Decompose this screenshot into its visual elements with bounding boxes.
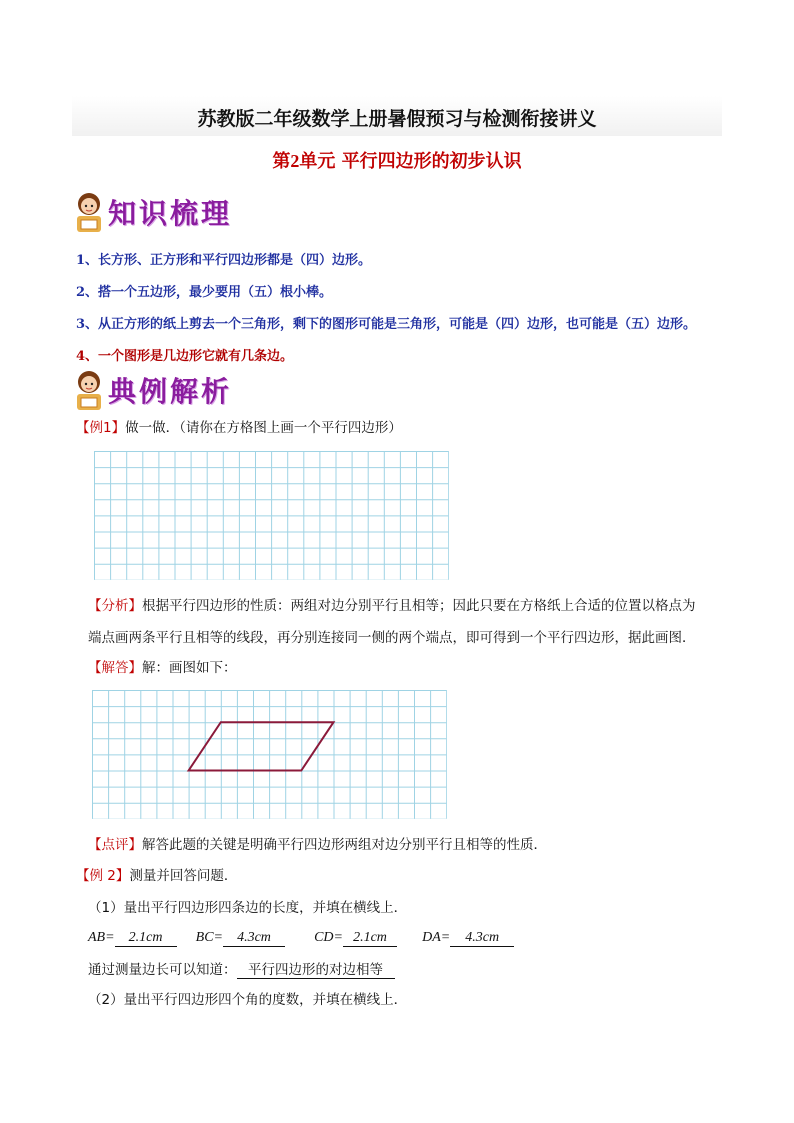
ab-value: 2.1cm: [115, 930, 177, 947]
unit-prefix: 第: [272, 151, 291, 172]
ab-label: AB=: [88, 930, 115, 945]
example-1-analysis-line-1: [88, 594, 696, 614]
conclusion-prefix: 通过测量边长可以知道：: [88, 962, 237, 978]
cd-label: CD=: [314, 930, 343, 945]
answer-tag: 【解答】: [88, 660, 142, 676]
example-1-tag: 【例1】: [76, 420, 126, 436]
example-2-tag: 【例 2】: [76, 868, 130, 884]
bc-value: 4.3cm: [223, 930, 285, 947]
example-2-question: [76, 864, 237, 884]
example-1-analysis-line-2: 端点画两条平行且相等的线段，再分别连接同一侧的两个端点，即可得到一个平行四边形，据此画图．: [88, 630, 696, 646]
example-1-question: [76, 416, 402, 436]
knowledge-heading-text: 知识梳理: [108, 197, 233, 230]
example-1-comment: [88, 833, 547, 853]
side-length-answers: [88, 926, 728, 947]
example-2-question-2: （2）量出平行四边形四个角的度数，并填在横线上．: [88, 992, 408, 1008]
analysis-text-1: 根据平行四边形的性质：两组对边分别平行且相等；因此只要在方格纸上合适的位置以格点为: [142, 598, 696, 614]
student-mascot-icon: [72, 190, 106, 234]
conclusion-line: [88, 958, 395, 979]
example-1-text: 做一做．（请你在方格图上画一个平行四边形）: [125, 420, 402, 436]
examples-heading-text: 典例解析: [108, 375, 233, 408]
bc-label: BC=: [195, 930, 223, 945]
comment-text: 解答此题的关键是明确平行四边形两组对边分别平行且相等的性质．: [142, 837, 547, 853]
knowledge-point-4: 4、一个图形是几边形它就有几条边。: [76, 349, 294, 364]
example-2-question-1: （1）量出平行四边形四条边的长度，并填在横线上．: [88, 900, 408, 916]
knowledge-point-2: 2、搭一个五边形，最少要用（五）根小棒。: [76, 285, 333, 300]
answer-grid-paper: [92, 690, 447, 819]
comment-tag: 【点评】: [88, 837, 142, 853]
unit-number: 2: [290, 151, 300, 171]
blank-grid-paper: [94, 451, 449, 580]
examples-section-heading: [72, 366, 312, 414]
example-1-answer: [88, 656, 237, 676]
cd-value: 2.1cm: [343, 930, 397, 947]
knowledge-point-1: 1、长方形、正方形和平行四边形都是（四）边形。: [76, 253, 372, 268]
knowledge-section-heading: [72, 188, 312, 236]
unit-suffix: 单元 平行四边形的初步认识: [299, 151, 522, 172]
unit-title: [0, 147, 794, 173]
analysis-tag: 【分析】: [88, 598, 142, 614]
da-value: 4.3cm: [450, 930, 514, 947]
answer-text: 解：画图如下：: [142, 660, 237, 676]
conclusion-value: 平行四边形的对边相等: [237, 958, 395, 979]
parallelogram-shape: [189, 722, 334, 770]
example-2-text: 测量并回答问题．: [129, 868, 238, 884]
document-title: 苏教版二年级数学上册暑假预习与检测衔接讲义: [197, 108, 597, 130]
da-label: DA=: [422, 930, 451, 945]
student-mascot-icon: [72, 368, 106, 412]
knowledge-point-3: 3、从正方形的纸上剪去一个三角形，剩下的图形可能是三角形，可能是（四）边形，也可能是（五）边形。: [76, 317, 697, 332]
